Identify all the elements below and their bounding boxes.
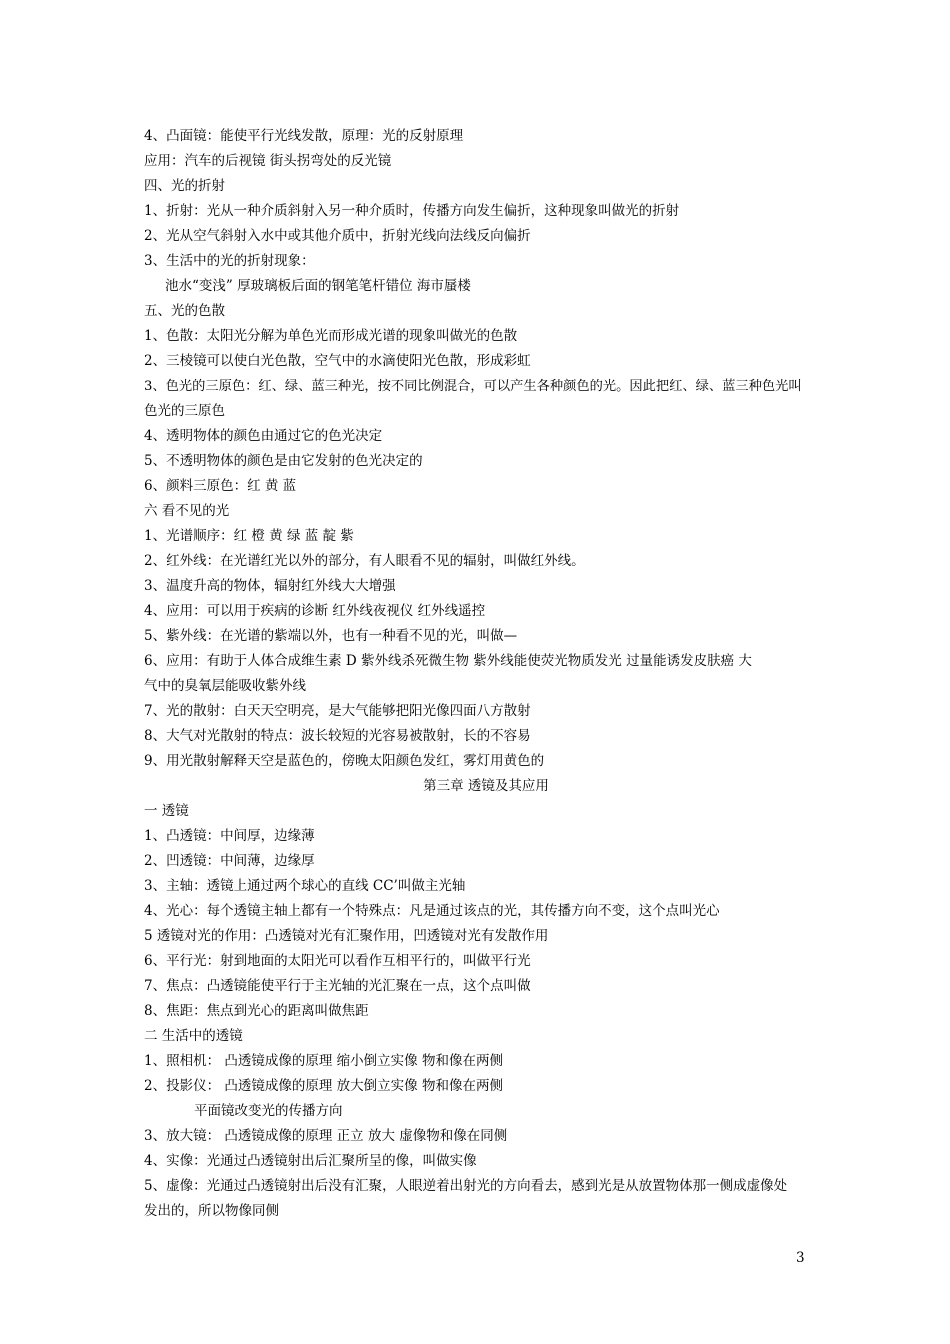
text-line: 4、实像：光通过凸透镜射出后汇聚所呈的像，叫做实像 [144, 1153, 477, 1169]
section-heading: 五、光的色散 [144, 303, 225, 319]
text-line: 2、凹透镜：中间薄，边缘厚 [144, 853, 315, 869]
document-body [144, 124, 812, 1224]
section-heading: 二 生活中的透镜 [144, 1028, 243, 1044]
text-line: 3、放大镜： 凸透镜成像的原理 正立 放大 虚像物和像在同侧 [144, 1128, 508, 1144]
text-line: 1、折射：光从一种介质斜射入另一种介质时，传播方向发生偏折，这种现象叫做光的折射 [144, 203, 680, 219]
section-heading: 六 看不见的光 [144, 503, 230, 519]
text-line: 9、用光散射解释天空是蓝色的，傍晚太阳颜色发红，雾灯用黄色的 [144, 753, 545, 769]
text-line: 1、光谱顺序：红 橙 黄 绿 蓝 靛 紫 [144, 528, 354, 544]
text-line: 色光的三原色 [144, 403, 225, 419]
text-line: 平面镜改变光的传播方向 [194, 1103, 343, 1119]
text-line: 气中的臭氧层能吸收紫外线 [144, 678, 306, 694]
text-line: 6、平行光：射到地面的太阳光可以看作互相平行的，叫做平行光 [144, 953, 531, 969]
text-line: 池水“变浅” 厚玻璃板后面的钢笔笔杆错位 海市蜃楼 [165, 278, 471, 294]
text-line: 3、主轴：透镜上通过两个球心的直线 CC’叫做主光轴 [144, 878, 466, 894]
section-heading: 四、光的折射 [144, 178, 225, 194]
chapter-title: 第三章 透镜及其应用 [423, 778, 549, 794]
text-line: 1、色散：太阳光分解为单色光而形成光谱的现象叫做光的色散 [144, 328, 518, 344]
text-line: 8、焦距：焦点到光心的距离叫做焦距 [144, 1003, 369, 1019]
text-line: 2、投影仪： 凸透镜成像的原理 放大倒立实像 物和像在两侧 [144, 1078, 503, 1094]
text-line: 8、大气对光散射的特点：波长较短的光容易被散射，长的不容易 [144, 728, 531, 744]
text-line: 发出的，所以物像同侧 [144, 1203, 279, 1219]
text-line: 7、光的散射：白天天空明亮，是大气能够把阳光像四面八方散射 [144, 703, 531, 719]
text-line: 5、不透明物体的颜色是由它发射的色光决定的 [144, 453, 423, 469]
text-line: 4、应用：可以用于疾病的诊断 红外线夜视仪 红外线遥控 [144, 603, 486, 619]
text-line: 5、紫外线：在光谱的紫端以外，也有一种看不见的光，叫做— [144, 628, 518, 644]
text-line: 3、温度升高的物体，辐射红外线大大增强 [144, 578, 396, 594]
page-number: 3 [796, 1250, 805, 1266]
section-heading: 一 透镜 [144, 803, 189, 819]
text-line: 7、焦点：凸透镜能使平行于主光轴的光汇聚在一点，这个点叫做 [144, 978, 531, 994]
text-line: 1、凸透镜：中间厚，边缘薄 [144, 828, 315, 844]
text-line: 5、虚像：光通过凸透镜射出后没有汇聚，人眼逆着出射光的方向看去，感到光是从放置物体那一侧成虚像处 [144, 1178, 788, 1194]
text-line: 3、色光的三原色：红、绿、蓝三种光，按不同比例混合，可以产生各种颜色的光。因此把红、绿、蓝三种色光叫 [144, 379, 802, 394]
text-line: 应用：汽车的后视镜 街头拐弯处的反光镜 [144, 153, 392, 169]
text-line: 3、生活中的光的折射现象： [144, 253, 315, 269]
text-line: 1、照相机： 凸透镜成像的原理 缩小倒立实像 物和像在两侧 [144, 1053, 503, 1069]
text-line: 6、应用：有助于人体合成维生素 D 紫外线杀死微生物 紫外线能使荧光物质发光 过量能诱发皮肤癌 大 [144, 653, 752, 669]
text-line: 6、颜料三原色：红 黄 蓝 [144, 478, 297, 494]
text-line: 4、凸面镜：能使平行光线发散，原理：光的反射原理 [144, 128, 464, 144]
text-line: 5 透镜对光的作用：凸透镜对光有汇聚作用，凹透镜对光有发散作用 [144, 928, 549, 944]
text-line: 2、红外线：在光谱红光以外的部分，有人眼看不见的辐射，叫做红外线。 [144, 553, 585, 569]
text-line: 4、透明物体的颜色由通过它的色光决定 [144, 428, 383, 444]
text-line: 2、光从空气斜射入水中或其他介质中，折射光线向法线反向偏折 [144, 228, 531, 244]
text-line: 2、三棱镜可以使白光色散，空气中的水滴使阳光色散，形成彩虹 [144, 353, 531, 369]
text-line: 4、光心：每个透镜主轴上都有一个特殊点：凡是通过该点的光，其传播方向不变，这个点叫光心 [144, 903, 720, 919]
